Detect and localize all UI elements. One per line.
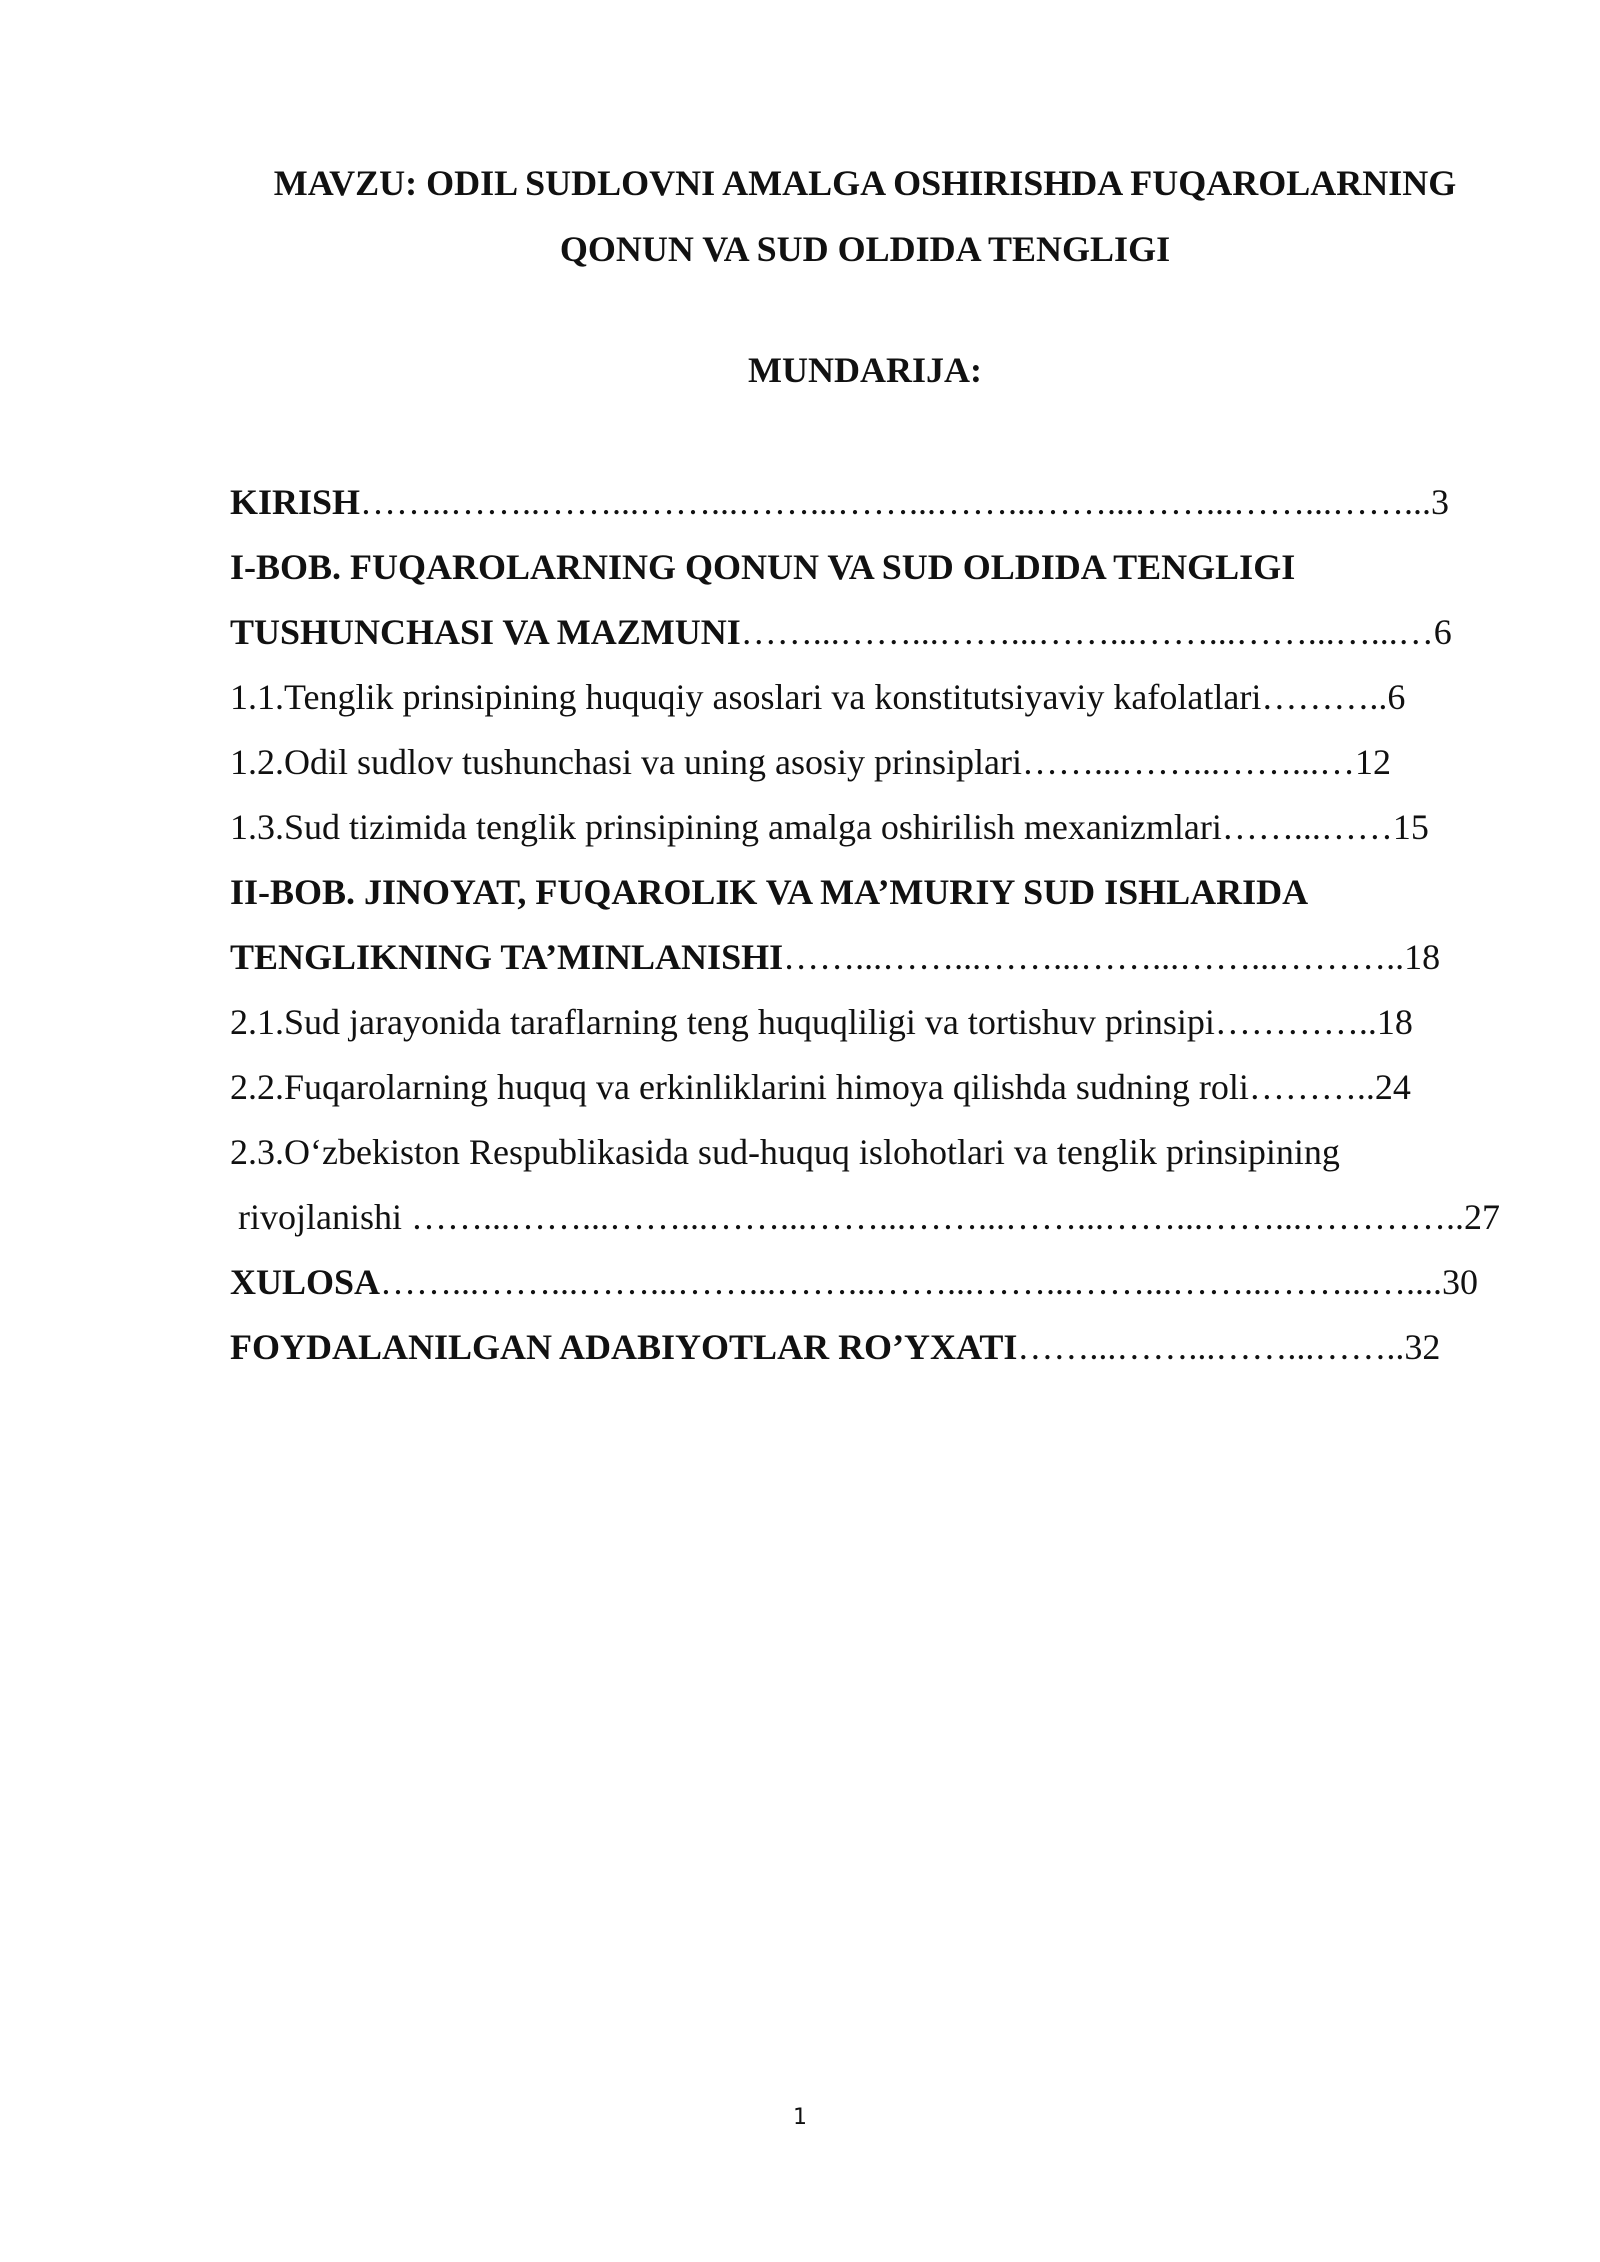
toc-entry-title: 1.3.Sud tizimida tenglik prinsipining amalga oshirilish mexanizmlari xyxy=(230,807,1222,847)
toc-page-number: 32 xyxy=(1404,1327,1441,1367)
toc-page-number: 24 xyxy=(1374,1067,1411,1107)
page-number: 1 xyxy=(793,2105,807,2130)
toc-entry-chapter-2-line-2[interactable] xyxy=(230,925,1530,990)
document-title xyxy=(220,150,1510,282)
toc-page-number: 6 xyxy=(1433,612,1452,652)
toc-leader: ………….. xyxy=(1214,1002,1377,1042)
toc-entry-title: 1.1.Tenglik prinsipining huquqiy asoslari va konstitutsiyaviy kafolatlari xyxy=(230,677,1262,717)
table-of-contents xyxy=(230,470,1530,1380)
toc-entry-section-1-2[interactable] xyxy=(230,730,1530,795)
toc-entry-chapter-1-line-2[interactable] xyxy=(230,600,1530,665)
toc-entry-title: II-BOB. JINOYAT, FUQAROLIK VA MA’MURIY SUD ISHLARIDA xyxy=(230,872,1309,912)
toc-leader: ……….. xyxy=(1261,677,1388,717)
toc-entry-kirish[interactable] xyxy=(230,470,1530,535)
toc-leader: ……...……...……...……...……...……...……...……...……...……...….... xyxy=(380,1262,1443,1302)
toc-leader: ……...…… xyxy=(1221,807,1393,847)
toc-page-number: 3 xyxy=(1431,482,1450,522)
toc-leader: ……...……...……...……...……...……….. xyxy=(783,937,1405,977)
toc-entry-section-2-2[interactable] xyxy=(230,1055,1530,1120)
toc-entry-title: 2.3.O‘zbekiston Respublikasida sud-huquq islohotlari va tenglik prinsipining xyxy=(230,1132,1340,1172)
toc-entry-title: TENGLIKNING TA’MINLANISHI xyxy=(230,937,784,977)
toc-leader: ……….. xyxy=(1248,1067,1375,1107)
toc-entry-title: 1.2.Odil sudlov tushunchasi va uning asosiy prinsiplari xyxy=(230,742,1022,782)
toc-entry-xulosa[interactable] xyxy=(230,1250,1530,1315)
toc-page-number: 30 xyxy=(1442,1262,1479,1302)
document-title-line-2: QONUN VA SUD OLDIDA TENGLIGI xyxy=(559,229,1171,269)
toc-entry-section-2-3-line-2[interactable] xyxy=(230,1185,1530,1250)
toc-entry-title: TUSHUNCHASI VA MAZMUNI xyxy=(230,612,741,652)
toc-entry-title: FOYDALANILGAN ADABIYOTLAR RO’YXATI xyxy=(230,1327,1018,1367)
toc-entry-section-1-3[interactable] xyxy=(230,795,1530,860)
toc-leader: ……..……..……...……...……...……...……...……...……...……...……... xyxy=(360,482,1432,522)
toc-leader: ……...……...……...……...……...……...…...… xyxy=(740,612,1434,652)
toc-leader: ……...……...……...……...……...……...……...……...……...………….. xyxy=(402,1197,1464,1237)
toc-page-number: 6 xyxy=(1387,677,1406,717)
toc-entry-section-1-1[interactable] xyxy=(230,665,1530,730)
toc-entry-title: rivojlanishi xyxy=(238,1197,402,1237)
toc-entry-chapter-2-line-1[interactable] xyxy=(230,860,1530,925)
toc-leader: ……...……...……...… xyxy=(1021,742,1355,782)
toc-entry-title: 2.1.Sud jarayonida taraflarning teng huquqliligi va tortishuv prinsipi xyxy=(230,1002,1215,1042)
toc-leader: ……...……...……...…….. xyxy=(1017,1327,1405,1367)
toc-page-number: 15 xyxy=(1392,807,1429,847)
toc-entry-title: 2.2.Fuqarolarning huquq va erkinliklarini himoya qilishda sudning roli xyxy=(230,1067,1249,1107)
toc-entry-title: I-BOB. FUQAROLARNING QONUN VA SUD OLDIDA TENGLIGI xyxy=(230,547,1296,587)
toc-page-number: 27 xyxy=(1464,1197,1500,1237)
toc-page-number: 12 xyxy=(1354,742,1391,782)
toc-entry-chapter-1-line-1[interactable] xyxy=(230,535,1530,600)
toc-page-number: 18 xyxy=(1404,937,1441,977)
toc-page-number: 18 xyxy=(1376,1002,1413,1042)
toc-entry-title: KIRISH xyxy=(230,482,361,522)
toc-entry-references[interactable] xyxy=(230,1315,1530,1380)
table-of-contents-heading: MUNDARIJA: xyxy=(748,350,982,390)
document-title-line-1: MAVZU: ODIL SUDLOVNI AMALGA OSHIRISHDA FUQAROLARNING xyxy=(273,163,1457,203)
toc-entry-title: XULOSA xyxy=(230,1262,381,1302)
toc-entry-section-2-1[interactable] xyxy=(230,990,1530,1055)
toc-entry-section-2-3-line-1[interactable] xyxy=(230,1120,1530,1185)
